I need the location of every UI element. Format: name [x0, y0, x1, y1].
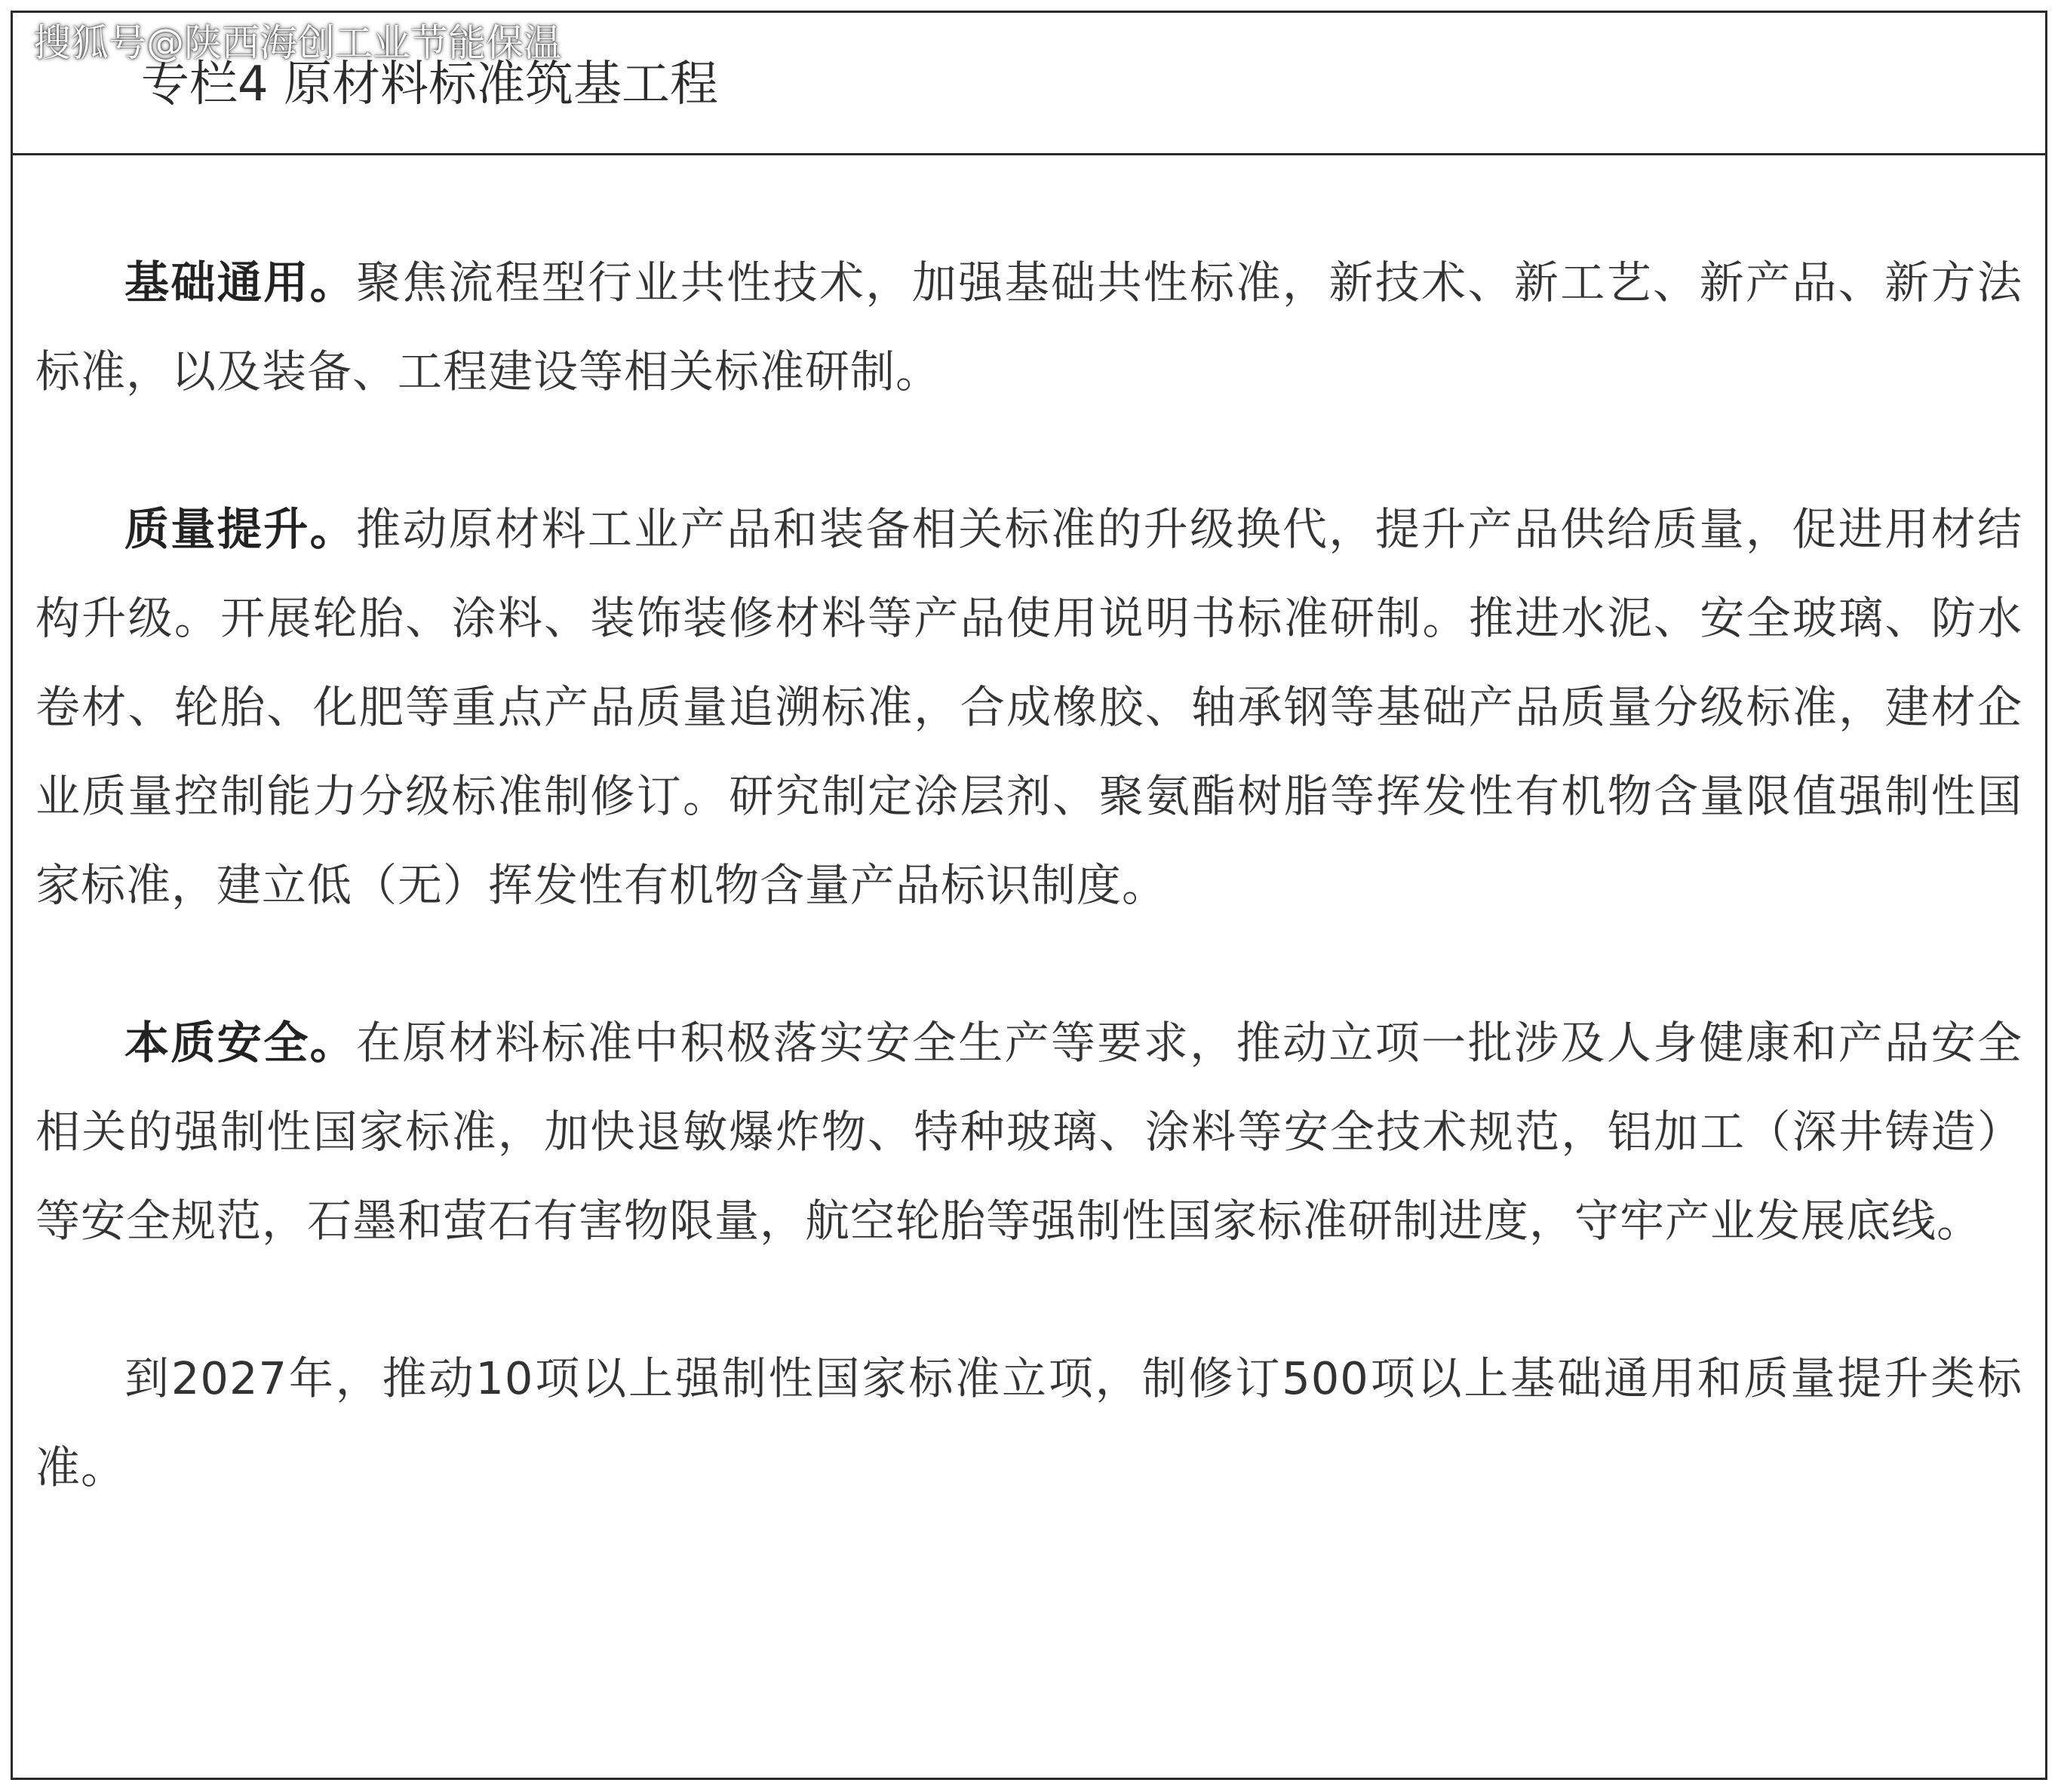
paragraph-basic-general [35, 238, 2023, 416]
paragraph-lead: 质量提升。 [124, 503, 356, 555]
paragraph-text: 推动原材料工业产品和装备相关标准的升级换代，提升产品供给质量，促进用材结构升级。开展轮胎、涂料、装饰装修材料等产品使用说明书标准研制。推进水泥、安全玻璃、防水卷材、轮胎、化肥等重点产品质量追溯标准，合成橡胶、轴承钢等基础产品质量分级标准，建材企业质量控制能力分级标准制修订。研究制定涂层剂、聚氨酯树脂等挥发性有机物含量限值强制性国家标准，建立低（无）挥发性有机物含量产品标识制度。 [35, 503, 2023, 911]
paragraph-text: 聚焦流程型行业共性技术，加强基础共性标准，新技术、新工艺、新产品、新方法标准，以及装备、工程建设等相关标准研制。 [35, 256, 2023, 397]
column-title: 专栏4 原材料标准筑基工程 [141, 57, 719, 112]
paragraph-2027-target [35, 1334, 2023, 1512]
paragraph-intrinsic-safety [35, 999, 2023, 1266]
watermark: 搜狐号@陕西海创工业节能保温 [33, 21, 561, 65]
column-box [11, 11, 2047, 1780]
paragraph-text: 到2027年，推动10项以上强制性国家标准立项，制修订500项以上基础通用和质量提升类标准。 [35, 1352, 2023, 1493]
column-body [35, 155, 2023, 1512]
paragraph-lead: 基础通用。 [124, 256, 356, 308]
paragraph-lead: 本质安全。 [124, 1017, 356, 1069]
paragraph-text: 在原材料标准中积极落实安全生产等要求，推动立项一批涉及人身健康和产品安全相关的强制性国家标准，加快退敏爆炸物、特种玻璃、涂料等安全技术规范，铝加工（深井铸造）等安全规范，石墨和萤石有害物限量，航空轮胎等强制性国家标准研制进度，守牢产业发展底线。 [35, 1017, 2023, 1247]
paragraph-quality-improvement [35, 485, 2023, 930]
